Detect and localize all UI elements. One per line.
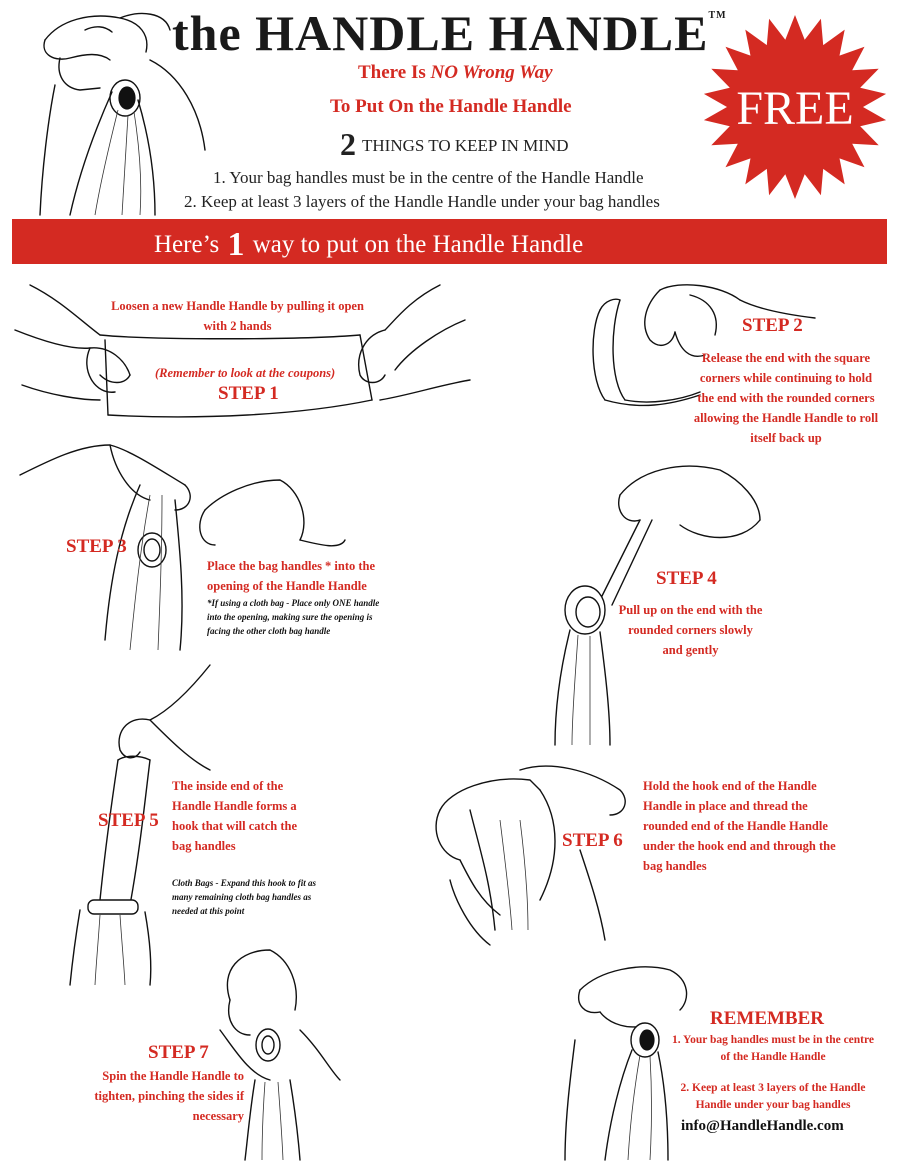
remember-item-1: 1. Your bag handles must be in the centre of the Handle Handle [671, 1034, 874, 1063]
step3-description: Place the bag handles * into the opening of the Handle Handle [207, 559, 376, 593]
step7-title: STEP 7 [148, 1042, 209, 1063]
things-heading: 2 THINGS TO KEEP IN MIND [340, 126, 569, 162]
free-badge [700, 12, 890, 202]
step3-note: *If using a cloth bag - Place only ONE handle into the opening, making sure the opening is facing the other cloth bag handle [207, 598, 380, 636]
subtitle-line2: To Put On the Handle Handle [330, 96, 572, 117]
rule-1: 1. Your bag handles must be in the centre of the Handle Handle [213, 168, 644, 187]
step6-description: Hold the hook end of the Handle Handle in place and thread the rounded end of the Handle Handle under the hook end and through the bag handles [643, 779, 836, 873]
step5-note: Cloth Bags - Expand this hook to fit as many remaining cloth bag handles as needed at this point [172, 878, 317, 916]
contact-email[interactable]: info@HandleHandle.com [681, 1118, 844, 1134]
instruction-banner: Here’s 1 way to put on the Handle Handle [12, 219, 887, 264]
step6-title: STEP 6 [562, 830, 623, 851]
hands-threading-illustration [436, 766, 625, 945]
remember-title: REMEMBER [710, 1008, 824, 1029]
step2-title: STEP 2 [742, 315, 803, 336]
subtitle-emphasis: NO Wrong Way [430, 62, 553, 83]
step4-description: Pull up on the end with the rounded corners slowly and gently [618, 603, 763, 657]
banner-number: 1 [227, 226, 245, 263]
step7-description: Spin the Handle Handle to tighten, pinching the sides if necessary [94, 1069, 244, 1123]
rule-2: 2. Keep at least 3 layers of the Handle Handle under your bag handles [184, 192, 660, 211]
page-title: the HANDLE HANDLE™ [172, 5, 727, 61]
step2-description: Release the end with the square corners while continuing to hold the end with the rounded corners allowing the Handle Handle to roll itself back up [693, 351, 879, 445]
step1-title: STEP 1 [218, 383, 279, 404]
step5-description: The inside end of the Handle Handle forms a hook that will catch the bag handles [172, 779, 297, 853]
step1-note: (Remember to look at the coupons) [155, 366, 336, 380]
free-badge-label: FREE [736, 82, 854, 135]
step4-title: STEP 4 [656, 568, 717, 589]
step5-title: STEP 5 [98, 810, 159, 831]
hands-spinning-illustration [220, 950, 340, 1160]
step3-title: STEP 3 [66, 536, 127, 557]
remember-item-2: 2. Keep at least 3 layers of the Handle Handle under your bag handles [680, 1082, 866, 1111]
step1-description: Loosen a new Handle Handle by pulling it open with 2 hands [111, 299, 364, 333]
trademark-mark: TM [708, 10, 727, 21]
subtitle-line1: There Is NO Wrong Way [358, 62, 553, 83]
